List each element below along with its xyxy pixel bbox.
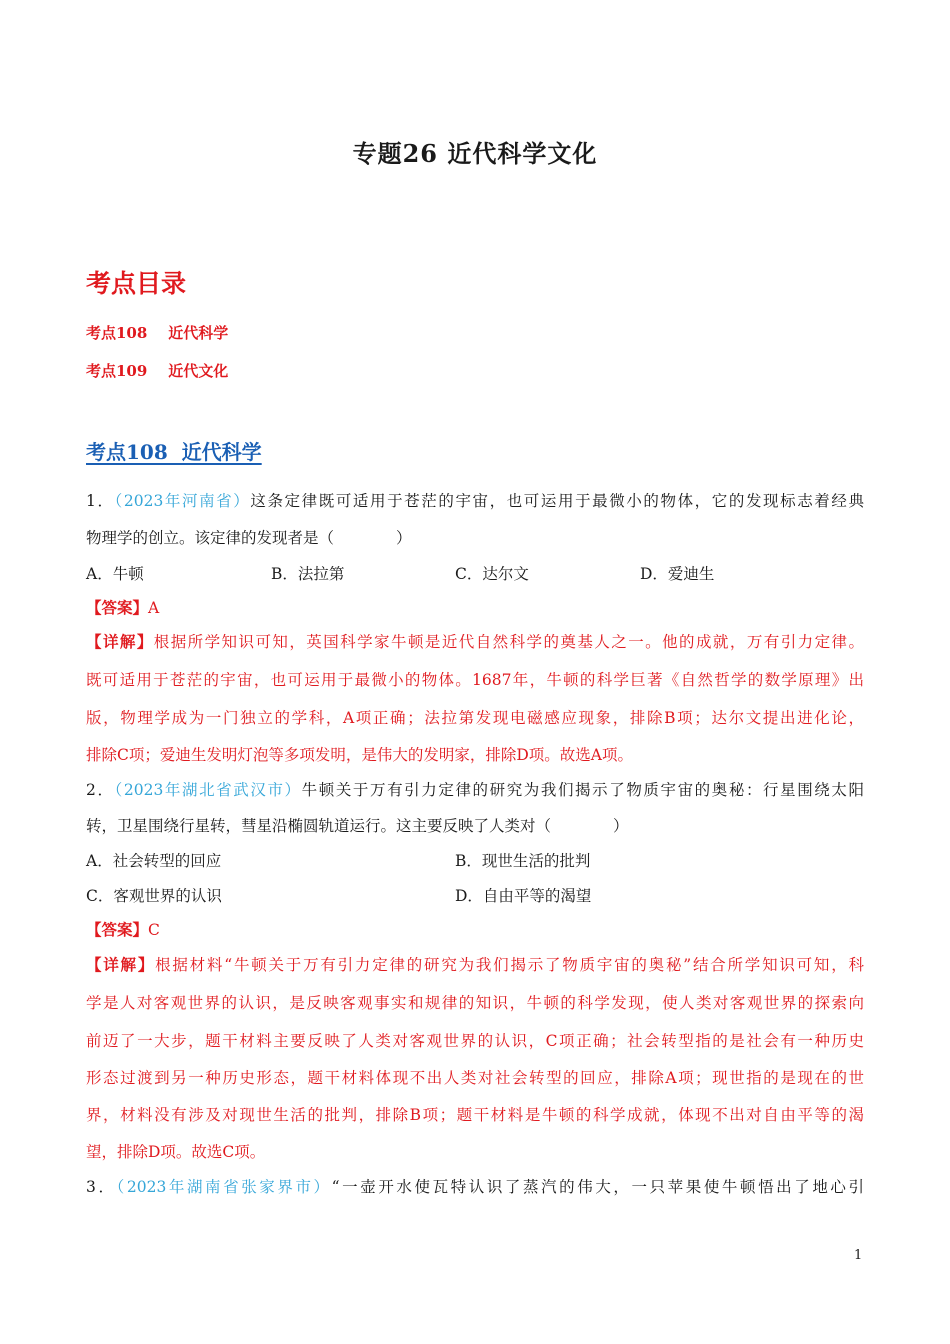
answer-value: C [148, 921, 160, 939]
section-heading-108: 考点108 近代科学 [86, 440, 262, 464]
question-1-option-c: C．达尔文 [455, 565, 529, 583]
question-2-detail-line-1 [86, 955, 864, 975]
question-3-stem-text-1: “一壶开水使瓦特认识了蒸汽的伟大，一只苹果使牛顿悟出了地心引 [331, 1178, 864, 1196]
question-1-detail-line-4: 排除C项；爱迪生发明灯泡等多项发明，是伟大的发明家，排除D项。故选A项。 [86, 746, 633, 764]
question-2-detail-line-3: 前迈了一大步，题干材料主要反映了人类对客观世界的认识，C项正确；社会转型指的是社会有一种历史 [86, 1032, 864, 1050]
page-number: 1 [854, 1248, 863, 1263]
question-1-option-a: A．牛顿 [86, 565, 144, 583]
detail-label: 【详解】 [86, 632, 154, 651]
question-2-detail-line-4: 形态过渡到另一种历史形态，题干材料体现不出人类对社会转型的回应，排除A项；现世指的是现在的世 [86, 1069, 864, 1087]
toc-heading: 考点目录 [86, 269, 187, 298]
question-2-source: （2023年湖北省武汉市） [114, 781, 302, 799]
question-1-detail-line-1 [86, 632, 864, 652]
question-2-stem-line-2: 转，卫星围绕行星转，彗星沿椭圆轨道运行。这主要反映了人类对（ ） [86, 817, 629, 835]
question-1-option-d: D．爱迪生 [640, 565, 715, 583]
question-2-detail-text-1: 根据材料“牛顿关于万有引力定律的研究为我们揭示了物质宇宙的奥秘”结合所学知识可知，科 [155, 956, 864, 974]
question-2-answer [86, 920, 864, 940]
question-1-stem-line-2: 物理学的创立。该定律的发现者是（ ） [86, 529, 412, 547]
page-title: 专题26 近代科学文化 [352, 139, 598, 168]
toc-item-109[interactable]: 考点109 近代文化 [86, 362, 229, 380]
question-1-number: 1． [86, 492, 115, 510]
question-1-stem-text-1: 这条定律既可适用于苍茫的宇宙，也可运用于最微小的物体，它的发现标志着经典 [250, 492, 864, 510]
question-1-detail-line-2: 既可适用于苍茫的宇宙，也可运用于最微小的物体。1687年，牛顿的科学巨著《自然哲学的数学原理》出 [86, 671, 864, 689]
question-2-option-b: B．现世生活的批判 [455, 852, 591, 870]
answer-label: 【答案】 [86, 598, 149, 617]
question-1-detail-line-3: 版，物理学成为一门独立的学科，A项正确；法拉第发现电磁感应现象，排除B项；达尔文提出进化论， [86, 709, 864, 727]
answer-label: 【答案】 [86, 920, 149, 939]
question-1-detail-text-1: 根据所学知识可知，英国科学家牛顿是近代自然科学的奠基人之一。他的成就，万有引力定律。 [153, 633, 864, 651]
question-2-stem-text-1: 牛顿关于万有引力定律的研究为我们揭示了物质宇宙的奥秘：行星围绕太阳 [301, 781, 864, 799]
answer-value: A [148, 599, 160, 617]
question-2-option-c: C．客观世界的认识 [86, 887, 222, 905]
question-2-detail-line-6: 望，排除D项。故选C项。 [86, 1143, 266, 1161]
question-2-stem-line-1 [86, 780, 864, 800]
question-1-answer [86, 598, 864, 618]
question-2-number: 2． [86, 781, 115, 799]
question-1-stem-line-1 [86, 491, 864, 511]
question-2-option-a: A．社会转型的回应 [86, 852, 222, 870]
toc-item-108[interactable]: 考点108 近代科学 [86, 324, 229, 342]
question-2-option-d: D．自由平等的渴望 [455, 887, 592, 905]
question-3-stem-line-1 [86, 1177, 864, 1197]
question-2-detail-line-2: 学是人对客观世界的认识，是反映客观事实和规律的知识，牛顿的科学发现，使人类对客观世界的探索向 [86, 994, 864, 1012]
question-1-source: （2023年河南省） [114, 492, 251, 510]
question-3-source: （2023年湖南省张家界市） [116, 1178, 332, 1196]
question-2-detail-line-5: 界，材料没有涉及对现世生活的批判，排除B项；题干材料是牛顿的科学成就，体现不出对自由平等的渴 [86, 1106, 864, 1124]
question-1-option-b: B．法拉第 [271, 565, 345, 583]
question-3-number: 3． [86, 1178, 117, 1196]
detail-label: 【详解】 [86, 955, 156, 974]
